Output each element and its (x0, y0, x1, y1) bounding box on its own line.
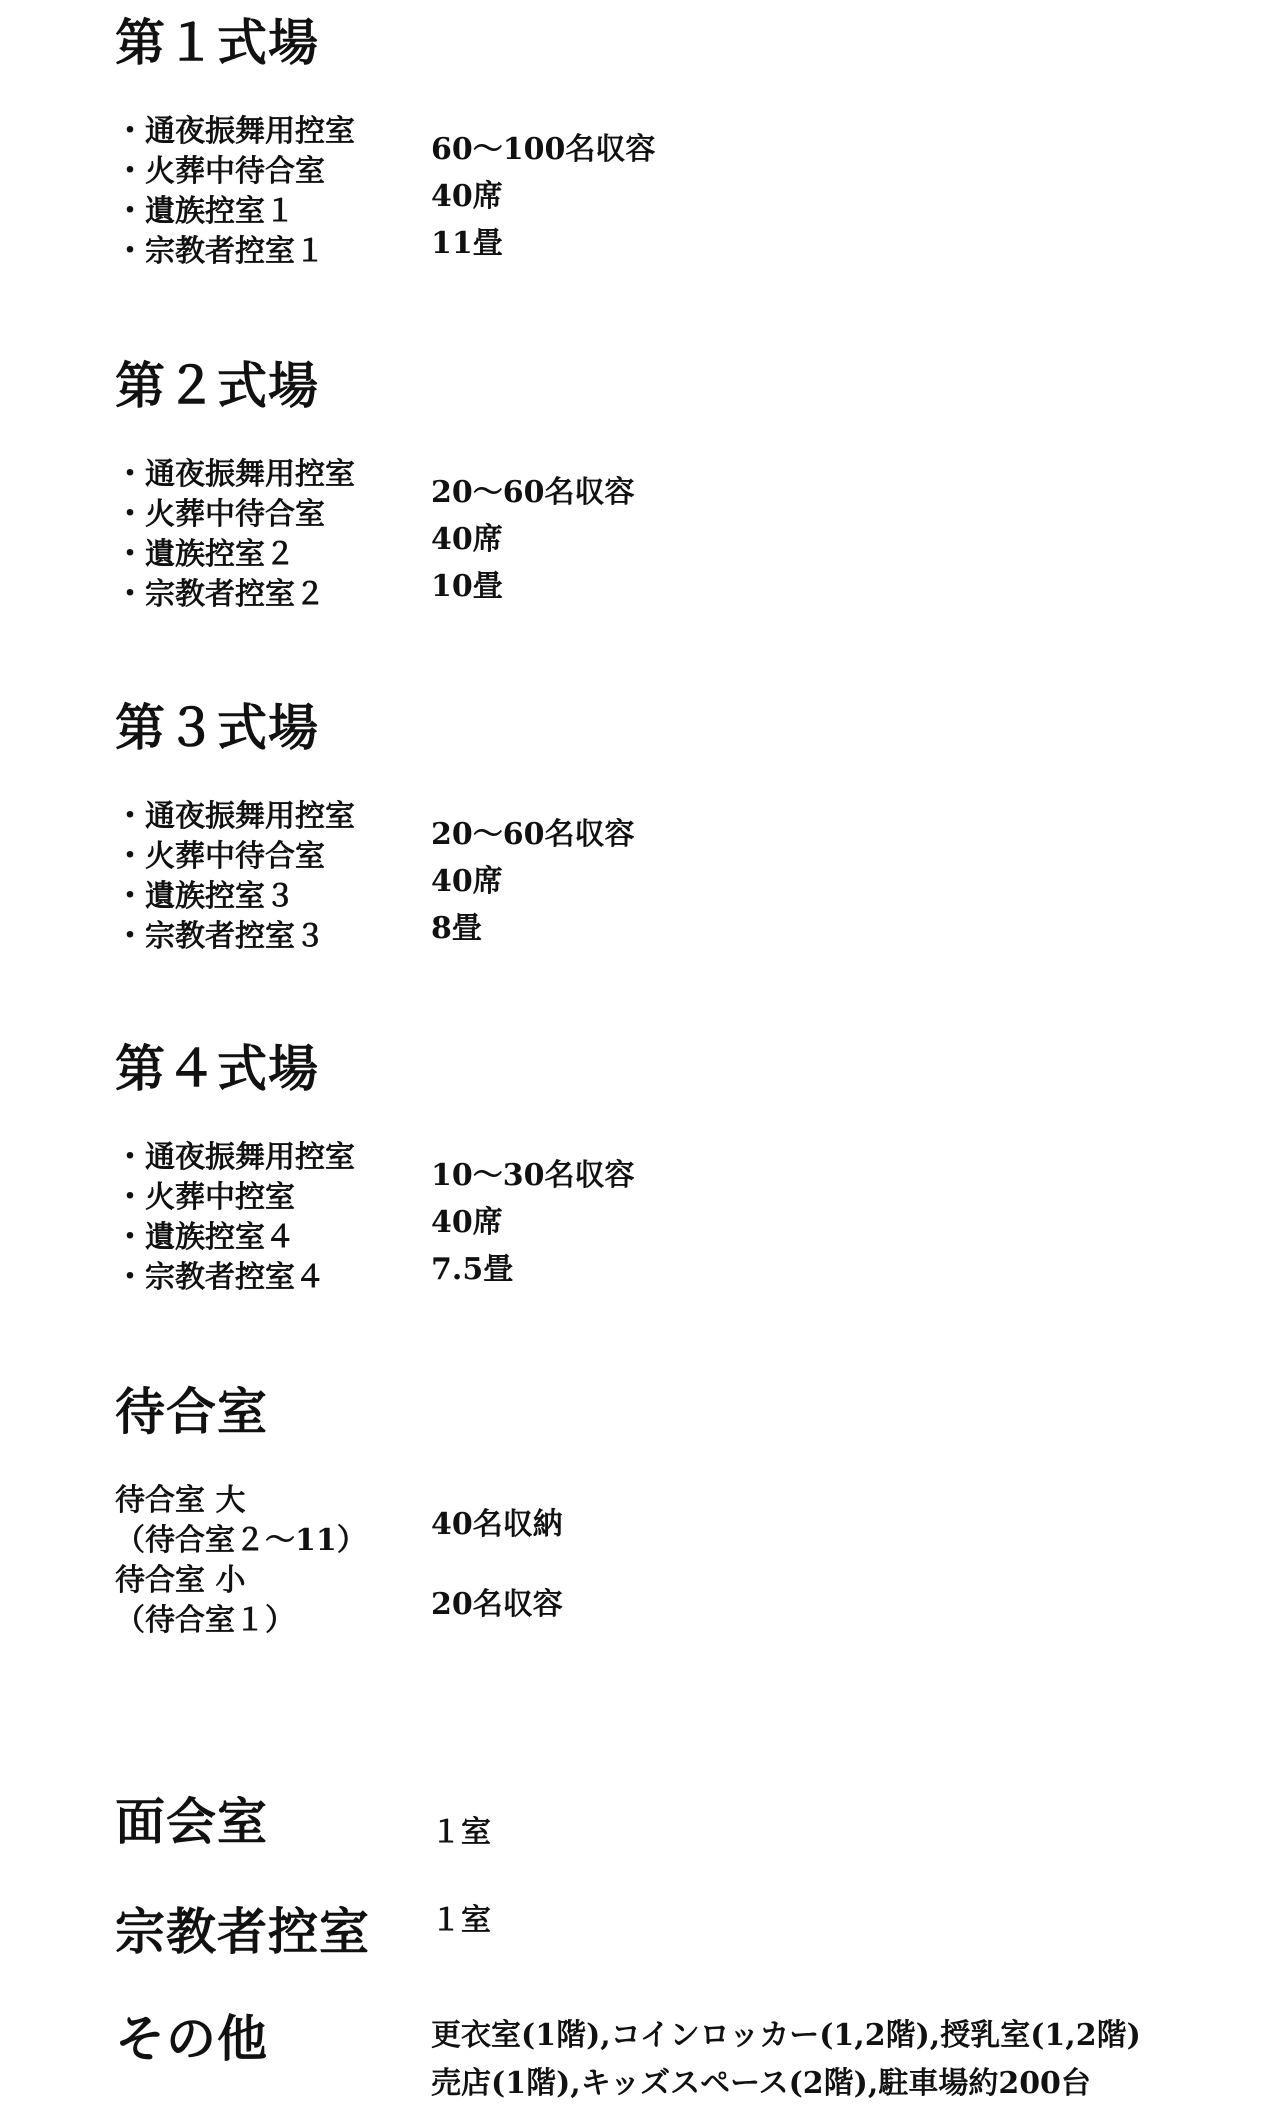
hall-details (115, 112, 1215, 272)
meeting-room-row (115, 1792, 1215, 1867)
room-item: ・ 通夜振舞用控室 (115, 455, 1215, 495)
hall-title: 第２式場 (115, 356, 319, 415)
other-facilities-line: 売店(1階),キッズスペース(2階),駐車場約200台 (431, 2066, 1091, 2101)
room-list (115, 455, 1215, 615)
hall-details (115, 1138, 1215, 1298)
hall-section-2 (115, 356, 1215, 615)
room-item: ・ 宗教者控室２ (115, 575, 1215, 615)
capacity-value: 20〜60名収容 (431, 475, 635, 510)
room-item: ・ 通夜振舞用控室 (115, 112, 1215, 152)
room-item: ・ 遺族控室３ (115, 877, 1215, 917)
waiting-room-note: （待合室２〜11） (115, 1523, 367, 1558)
capacity-value: 10〜30名収容 (431, 1158, 635, 1193)
spec-list (431, 811, 635, 952)
capacity-value: 20〜60名収容 (431, 817, 635, 852)
hall-section-3 (115, 698, 1215, 957)
room-item: ・ 火葬中控室 (115, 1178, 1215, 1218)
seats-value: 40席 (431, 179, 503, 214)
hall-title: 第１式場 (115, 13, 319, 72)
waiting-room-name: 待合室 小 (115, 1563, 246, 1598)
clergy-room-title: 宗教者控室 (115, 1902, 370, 1961)
room-item: ・ 火葬中待合室 (115, 837, 1215, 877)
waiting-room-name: 待合室 大 (115, 1483, 246, 1518)
clergy-room-row (115, 1902, 1215, 1977)
meeting-room-count: １室 (431, 1815, 491, 1850)
hall-title: 第３式場 (115, 698, 319, 757)
seats-value: 40席 (431, 522, 503, 557)
spec-list (431, 1152, 635, 1293)
capacity-value: 60〜100名収容 (431, 132, 656, 167)
seats-value: 40席 (431, 864, 503, 899)
room-list (115, 1138, 1215, 1298)
spec-list (431, 469, 635, 610)
room-item: ・ 通夜振舞用控室 (115, 797, 1215, 837)
other-facilities-list (431, 2012, 1141, 2108)
other-facilities-title: その他 (115, 2009, 268, 2068)
tatami-value: 8畳 (431, 911, 482, 946)
room-item: ・ 遺族控室４ (115, 1218, 1215, 1258)
waiting-room-section (115, 1382, 1215, 1641)
hall-title: 第４式場 (115, 1039, 319, 1098)
room-list (115, 112, 1215, 272)
room-item: ・ 火葬中待合室 (115, 495, 1215, 535)
waiting-room-capacity: 20名収容 (431, 1587, 563, 1622)
room-item: ・ 火葬中待合室 (115, 152, 1215, 192)
tatami-value: 7.5畳 (431, 1252, 514, 1287)
waiting-room-details (115, 1481, 1215, 1641)
spec-list (431, 126, 655, 267)
room-item: ・ 遺族控室２ (115, 535, 1215, 575)
hall-details (115, 797, 1215, 957)
hall-section-1 (115, 13, 1215, 272)
room-item: ・ 宗教者控室４ (115, 1258, 1215, 1298)
hall-section-4 (115, 1039, 1215, 1298)
waiting-room-row (115, 1561, 1215, 1641)
hall-details (115, 455, 1215, 615)
other-facilities-row (115, 2009, 1215, 2104)
room-item: ・ 遺族控室１ (115, 192, 1215, 232)
tatami-value: 10畳 (431, 569, 503, 604)
meeting-room-title: 面会室 (115, 1792, 268, 1851)
waiting-room-note: （待合室１） (115, 1603, 295, 1638)
waiting-room-row (115, 1481, 1215, 1561)
other-facilities-line: 更衣室(1階),コインロッカー(1,2階),授乳室(1,2階) (431, 2018, 1141, 2053)
waiting-room-capacity: 40名収納 (431, 1507, 563, 1542)
clergy-room-count: １室 (431, 1903, 491, 1938)
room-item: ・ 通夜振舞用控室 (115, 1138, 1215, 1178)
room-item: ・ 宗教者控室３ (115, 917, 1215, 957)
room-item: ・ 宗教者控室１ (115, 232, 1215, 272)
waiting-room-title: 待合室 (115, 1382, 268, 1441)
room-list (115, 797, 1215, 957)
seats-value: 40席 (431, 1205, 503, 1240)
tatami-value: 11畳 (431, 226, 503, 261)
